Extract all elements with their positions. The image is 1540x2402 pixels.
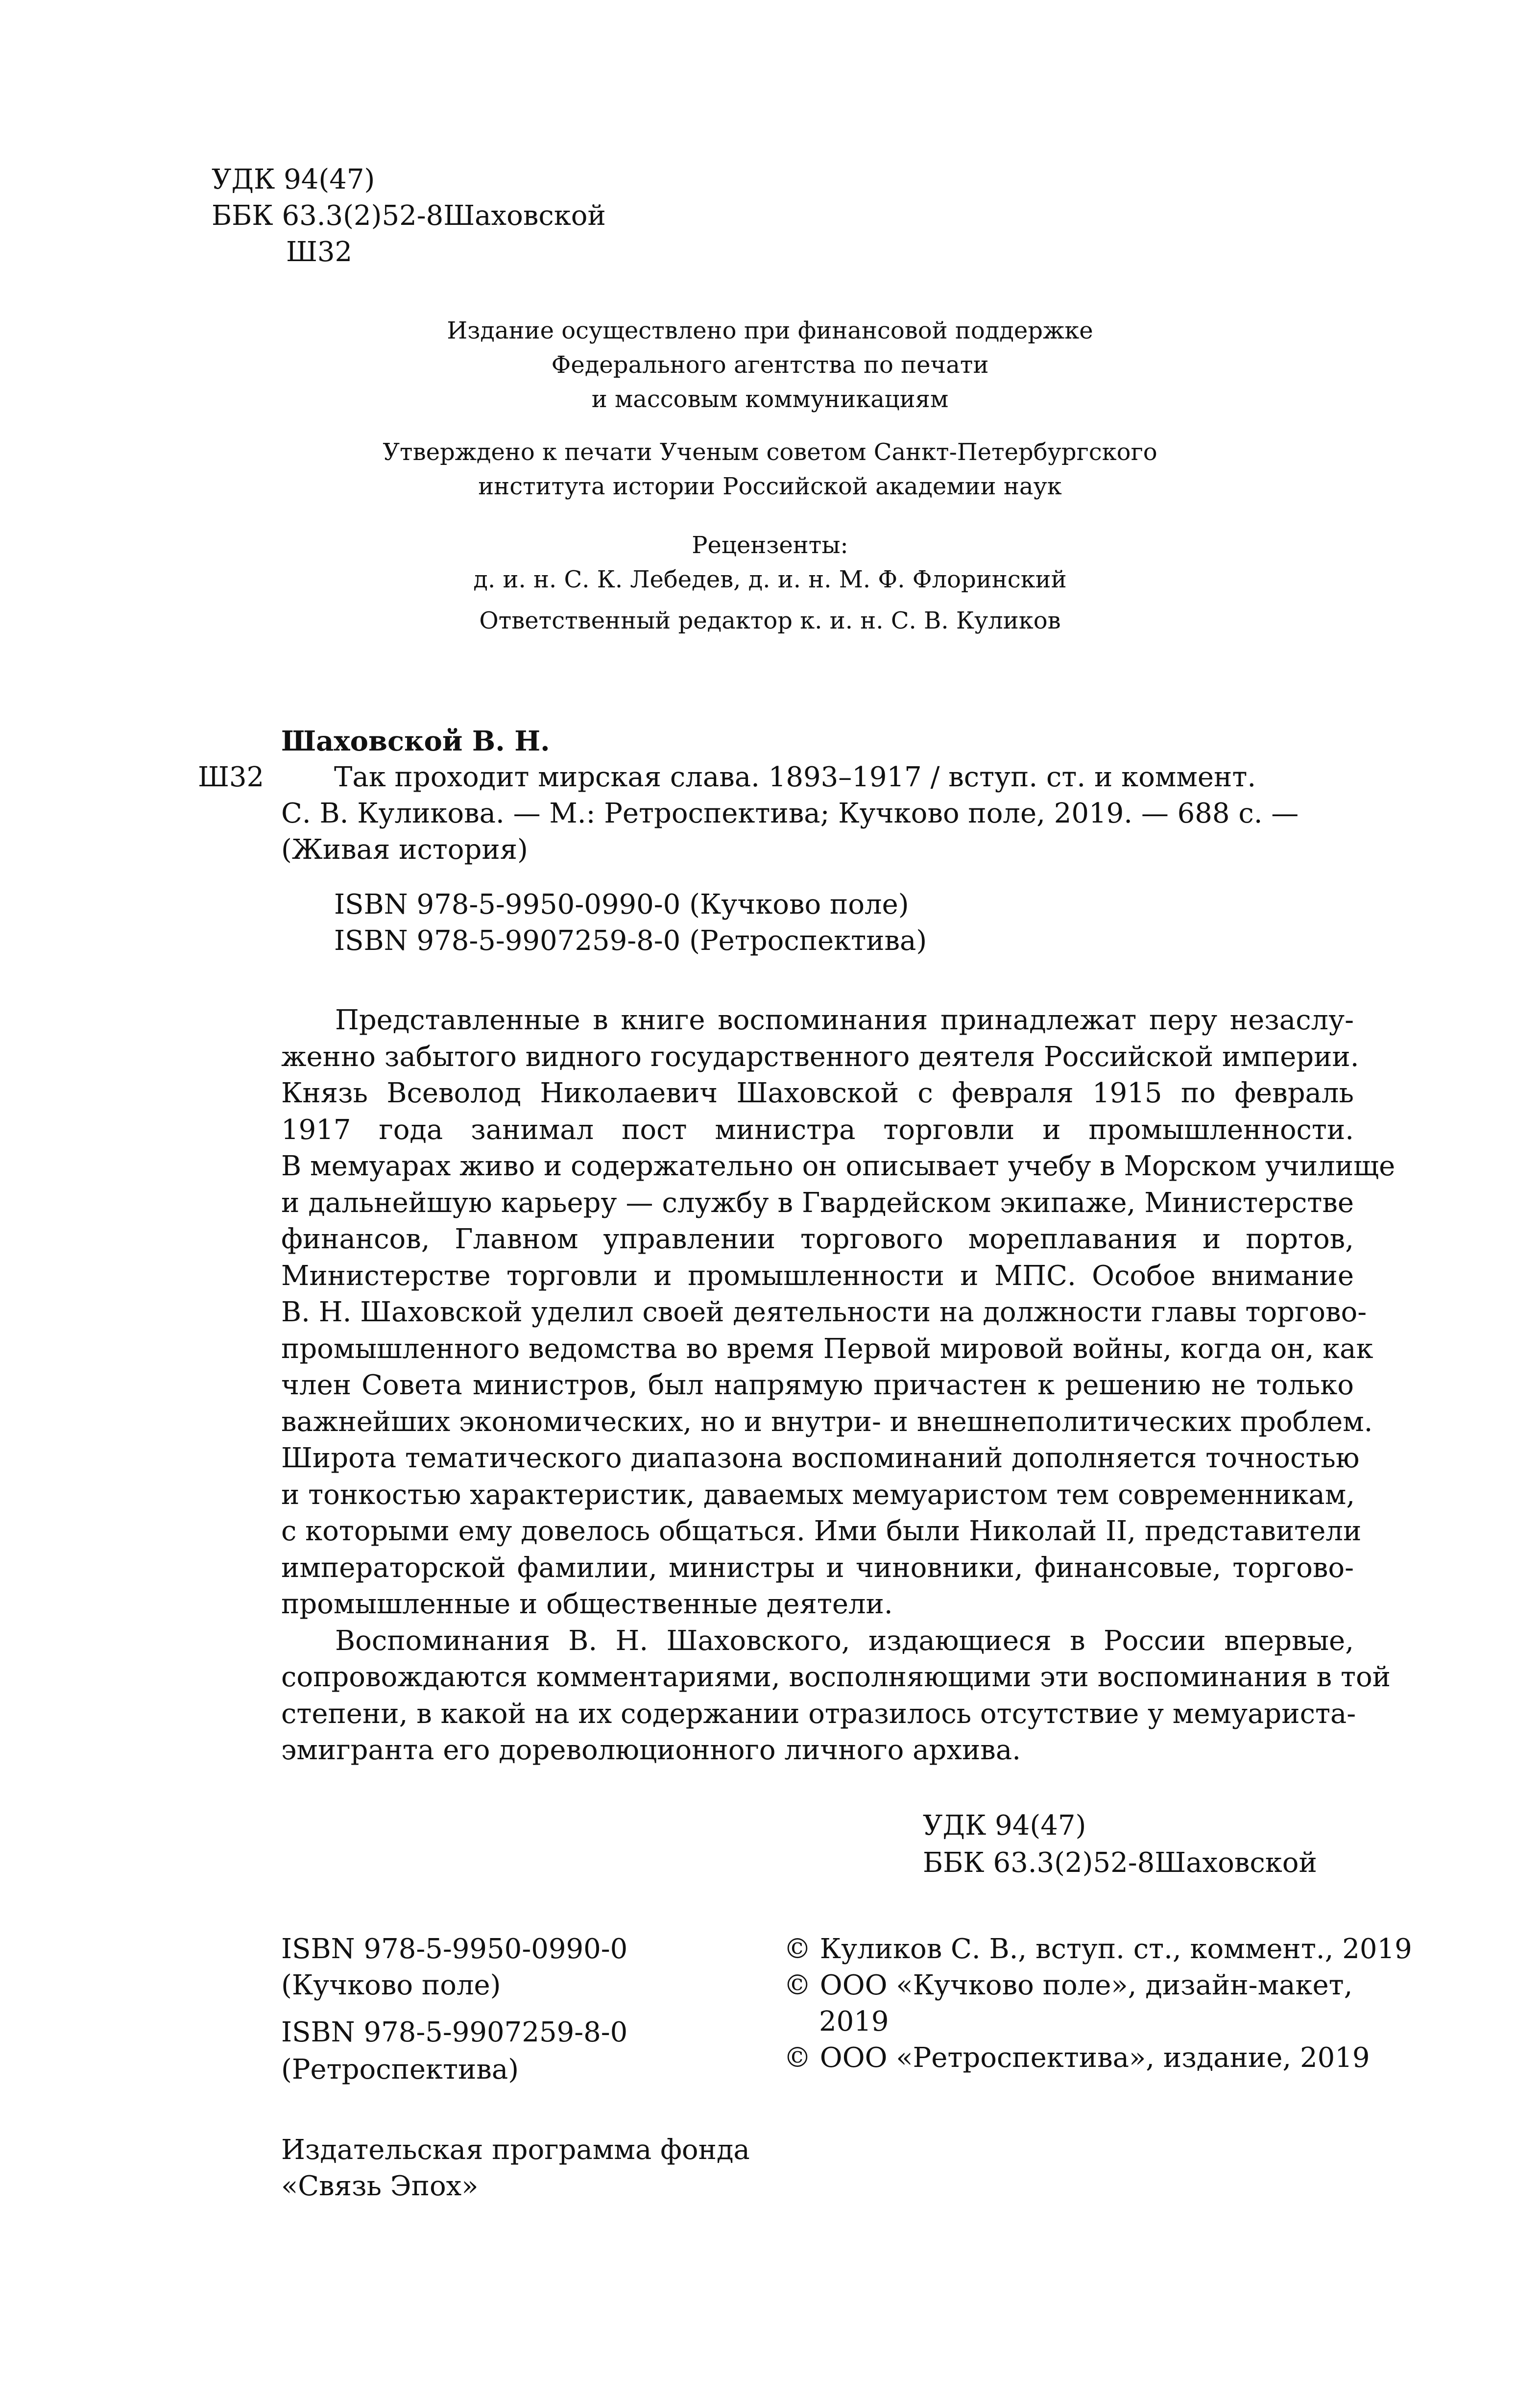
abstract-line: член Совета министров, был напрямую причастен к решению не только	[281, 1369, 1354, 1401]
abstract-line: Министерстве торговли и промышленности и МПС. Особое внимание	[281, 1260, 1354, 1292]
support-line-1: Издание осуществлено при финансовой поддержке	[447, 317, 1093, 344]
abstract-line: и дальнейшую карьеру — службу в Гвардейском экипаже, Министерстве	[281, 1187, 1354, 1219]
approval-line-1: Утверждено к печати Ученым советом Санкт-Петербургского	[383, 438, 1157, 466]
abstract-paragraph-1	[281, 1002, 1396, 1769]
author-mark-top: Ш32	[286, 236, 353, 268]
abstract-line: важнейших экономических, но и внутри- и внешнеполитических проблем.	[281, 1406, 1373, 1438]
copyright-line-2: © ООО «Кучково поле», дизайн-макет,	[784, 1969, 1353, 2001]
abstract-line: женно забытого видного государственного деятеля Российской империи.	[281, 1041, 1359, 1073]
abstract-line: эмигранта его дореволюционного личного архива.	[281, 1734, 1021, 1766]
author-mark: Ш32	[198, 761, 265, 793]
abstract-line: Воспоминания В. Н. Шаховского, издающиеся в России впервые,	[335, 1625, 1354, 1657]
abstract-line: промышленные и общественные деятели.	[281, 1588, 893, 1620]
copyright-line-3: © ООО «Ретроспектива», издание, 2019	[784, 2042, 1370, 2074]
book-author: Шаховской В. Н.	[281, 725, 550, 757]
program-line-1: Издательская программа фонда	[281, 2134, 750, 2166]
abstract-line: 1917 года занимал пост министра торговли и промышленности.	[281, 1114, 1354, 1146]
copyright-line-1: © Куликов С. В., вступ. ст., коммент., 2019	[784, 1933, 1412, 1965]
approval-statement	[0, 435, 1540, 504]
support-statement	[0, 314, 1540, 416]
bib-line-2: С. В. Куликова. — М.: Ретроспектива; Кучково поле, 2019. — 688 с. —	[281, 798, 1299, 829]
approval-line-2: института истории Российской академии наук	[478, 473, 1062, 500]
program-line-2: «Связь Эпох»	[281, 2170, 479, 2202]
udk-top: УДК 94(47)	[212, 164, 375, 195]
bbk-bottom: ББК 63.3(2)52-8Шаховской	[923, 1847, 1317, 1879]
bib-isbn-1: ISBN 978-5-9950-0990-0 (Кучково поле)	[334, 889, 909, 921]
abstract-line: Представленные в книге воспоминания принадлежат перу незаслу-	[335, 1004, 1354, 1036]
bib-line-3: (Живая история)	[281, 834, 528, 866]
responsible-editor: Ответственный редактор к. и. н. С. В. Куликов	[479, 607, 1061, 634]
udk-bottom: УДК 94(47)	[923, 1810, 1086, 1842]
abstract-line: Широта тематического диапазона воспоминаний дополняется точностью	[281, 1442, 1360, 1474]
isbn-2-publisher: (Ретроспектива)	[281, 2054, 519, 2086]
reviewers-heading: Рецензенты:	[692, 532, 848, 559]
editor-block	[0, 604, 1540, 638]
abstract-line: В мемуарах живо и содержательно он описывает учебу в Морском училище	[281, 1150, 1396, 1182]
abstract-line: финансов, Главном управлении торгового мореплавания и портов,	[281, 1223, 1354, 1255]
isbn-2: ISBN 978-5-9907259-8-0	[281, 2016, 628, 2048]
support-line-2: Федерального агентства по печати	[551, 351, 989, 379]
abstract-line: В. Н. Шаховской уделил своей деятельности на должности главы торгово-	[281, 1296, 1367, 1328]
abstract-line: сопровождаются комментариями, восполняющими эти воспоминания в той	[281, 1661, 1391, 1693]
abstract-line: степени, в какой на их содержании отразилось отсутствие у мемуариста-	[281, 1698, 1356, 1730]
abstract-line: с которыми ему довелось общаться. Ими были Николай II, представители	[281, 1515, 1362, 1547]
bib-isbn-2: ISBN 978-5-9907259-8-0 (Ретроспектива)	[334, 925, 927, 957]
isbn-1: ISBN 978-5-9950-0990-0	[281, 1933, 628, 1965]
abstract-line: императорской фамилии, министры и чиновники, финансовые, торгово-	[281, 1552, 1354, 1584]
abstract-line: промышленного ведомства во время Первой мировой войны, когда он, как	[281, 1333, 1373, 1365]
abstract-line: Князь Всеволод Николаевич Шаховской с февраля 1915 по февраль	[281, 1077, 1354, 1109]
bib-line-1: Так проходит мирская слава. 1893–1917 / вступ. ст. и коммент.	[334, 761, 1256, 793]
reviewers-block	[0, 528, 1540, 597]
copyright-line-2-year: 2019	[819, 2006, 889, 2038]
bbk-top: ББК 63.3(2)52-8Шаховской	[212, 200, 606, 232]
reviewers-names: д. и. н. С. К. Лебедев, д. и. н. М. Ф. Флоринский	[473, 566, 1067, 593]
abstract-line: и тонкостью характеристик, даваемых мемуаристом тем современникам,	[281, 1479, 1355, 1511]
isbn-1-publisher: (Кучково поле)	[281, 1969, 501, 2001]
support-line-3: и массовым коммуникациям	[591, 386, 949, 413]
